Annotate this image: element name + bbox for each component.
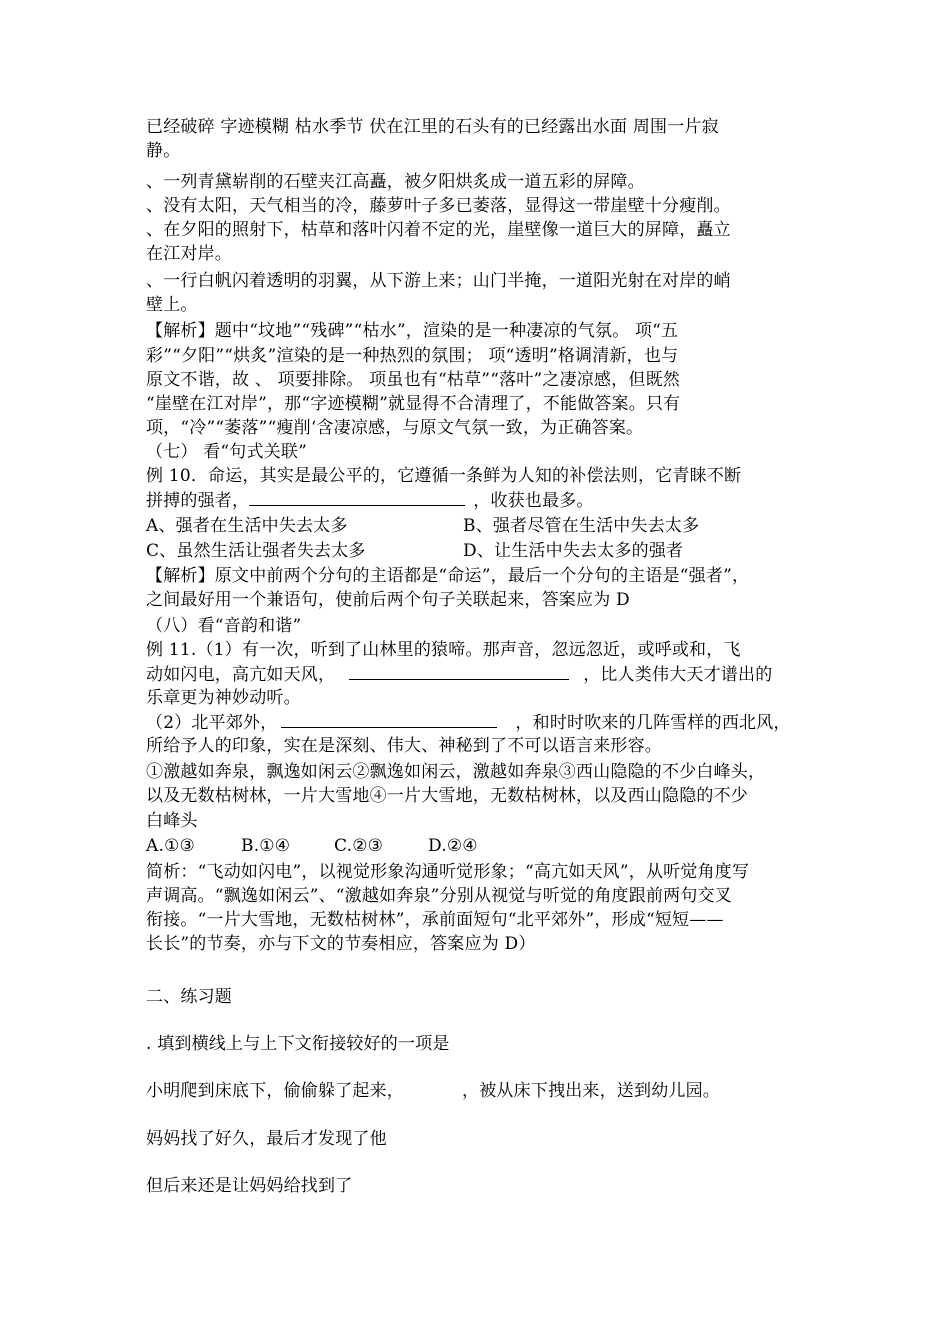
example-line: 例 11.（1）有一次，听到了山林里的猿啼。那声音，忽远忽近，或呼或和，飞 <box>146 640 741 660</box>
text-fragment: ，收获也最多。 <box>473 491 594 511</box>
fill-blank <box>249 489 465 506</box>
text-line: 已经破碎 字迹模糊 枯水季节 伏在江里的石头有的已经露出水面 周围一片寂 <box>146 117 719 137</box>
analysis-line: 衔接。“一片大雪地，无数枯树林”，承前面短句“北平郊外”，形成“短短—— <box>146 910 724 930</box>
fill-blank <box>281 711 497 728</box>
text-fragment: ，比人类伟大天才谱出的 <box>583 665 773 685</box>
text-fragment: （2）北平郊外， <box>146 713 278 733</box>
text-fragment: 小明爬到床底下，偷偷躲了起来， <box>146 1081 404 1101</box>
text-fragment: 拼搏的强者， <box>146 491 250 511</box>
answer-a: A.①③ <box>146 836 195 856</box>
analysis-line: 简析：“飞动如闪电”，以视觉形象沟通听觉形象；“高亢如天风”，从听觉角度写 <box>146 862 750 882</box>
example-line: 乐章更为神妙动听。 <box>146 688 301 708</box>
question-line: . 填到横线上与上下文衔接较好的一项是 <box>146 1034 450 1054</box>
text-line: 、没有太阳，天气相当的冷，藤萝叶子多已萎落，显得这一带崖壁十分瘦削。 <box>146 196 731 216</box>
analysis-line: 声调高。“飘逸如闲云”、“激越如奔泉”分别从视觉与听觉的角度跟前两句交叉 <box>146 886 732 906</box>
text-fragment: ，和时时吹来的几阵雪样的西北风， <box>515 713 791 733</box>
text-line: 静。 <box>146 141 181 161</box>
option-d: D、让生活中失去太多的强者 <box>463 541 684 561</box>
text-fragment: ，被从床下拽出来，送到幼儿园。 <box>462 1081 720 1101</box>
example-line <box>146 711 791 734</box>
choice-line: ①激越如奔泉，飘逸如闲云②飘逸如闲云，激越如奔泉③西山隐隐的不少白峰头， <box>146 762 766 782</box>
text-line: 壁上。 <box>146 295 198 315</box>
example-line <box>146 489 594 512</box>
example-line: 例 10．命运，其实是最公平的，它遵循一条鲜为人知的补偿法则，它青睐不断 <box>146 466 742 486</box>
option-b: B、强者尽管在生活中失去太多 <box>463 516 700 536</box>
text-line: 在江对岸。 <box>146 244 232 264</box>
analysis-line: 原文不谐，故 、 项要排除。 项虽也有“枯草”“落叶”之凄凉感，但既然 <box>146 370 680 390</box>
analysis-line: 长长”的节奏，亦与下文的节奏相应，答案应为 D） <box>146 934 536 954</box>
analysis-line: 之间最好用一个兼语句，使前后两个句子关联起来，答案应为 D <box>146 590 630 610</box>
choice-line: 以及无数枯树林，一片大雪地④一片大雪地，无数枯树林，以及西山隐隐的不少 <box>146 786 748 806</box>
answer-c: C.②③ <box>334 836 384 856</box>
option-a: A、强者在生活中失去太多 <box>146 516 348 536</box>
answer-d: D.②④ <box>428 836 478 856</box>
section-heading: （七） 看“句式关联” <box>146 442 307 462</box>
option-line: 但后来还是让妈妈给找到了 <box>146 1176 353 1196</box>
option-c: C、虽然生活让强者失去太多 <box>146 541 366 561</box>
section-heading: （八）看“音韵和谐” <box>146 616 302 636</box>
section-title: 二、练习题 <box>146 987 232 1007</box>
analysis-line: 项，“冷”“萎落”“瘦削‘含凄凉感，与原文气氛一致，为正确答案。 <box>146 418 644 438</box>
question-sentence <box>146 1080 720 1102</box>
answer-b: B.①④ <box>241 836 291 856</box>
option-line: 妈妈找了好久，最后才发现了他 <box>146 1129 387 1149</box>
text-line: 、一行白帆闪着透明的羽翼，从下游上来；山门半掩，一道阳光射在对岸的峭 <box>146 271 731 291</box>
example-line <box>146 663 772 686</box>
example-line: 所给予人的印象，实在是深刻、伟大、神秘到了不可以语言来形容。 <box>146 736 662 756</box>
text-line: 、在夕阳的照射下，枯草和落叶闪着不定的光，崖壁像一道巨大的屏障，矗立 <box>146 220 731 240</box>
analysis-line: 【解析】题中“坟地”“残碑”“枯水”，渲染的是一种凄凉的气氛。 项“五 <box>146 321 679 341</box>
text-fragment: 动如闪电，高亢如天风， <box>146 665 336 685</box>
text-line: 、一列青黛崭削的石壁夹江高矗，被夕阳烘炙成一道五彩的屏障。 <box>146 172 645 192</box>
analysis-line: “崖壁在江对岸”，那“字迹模糊”就显得不合清理了，不能做答案。只有 <box>146 394 681 414</box>
fill-blank <box>349 663 569 680</box>
analysis-line: 彩”“夕阳”“烘炙”渲染的是一种热烈的氛围； 项“透明”格调清新，也与 <box>146 346 679 366</box>
choice-line: 白峰头 <box>146 811 198 831</box>
analysis-line: 【解析】原文中前两个分句的主语都是“命运”，最后一个分句的主语是“强者”， <box>146 566 750 586</box>
